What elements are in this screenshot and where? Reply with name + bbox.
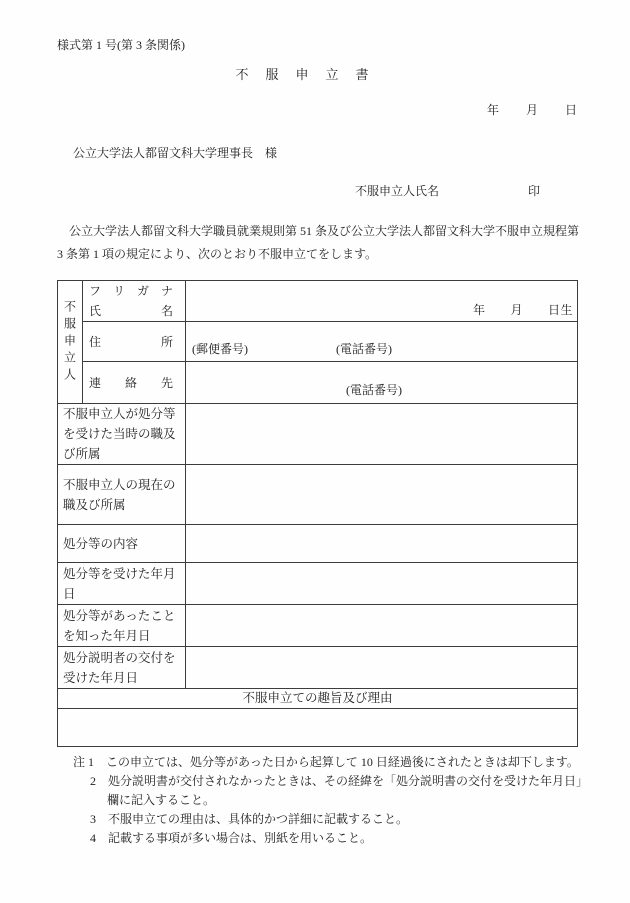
intro-line-2: 3 条第 1 項の規定により、次のとおり不服申立てをします。: [57, 246, 378, 261]
form-number: 様式第 1 号(第 3 条関係): [57, 38, 185, 52]
disposition-date-value-cell: [186, 563, 578, 605]
name-label: 氏 名: [89, 304, 174, 318]
note-2-continued: 欄に記入すること。: [107, 793, 216, 807]
notes-section: [0, 753, 630, 848]
name-value-cell: [186, 281, 578, 322]
contact-phone-label: (電話番号): [346, 383, 402, 397]
date-line: 年 月 日: [486, 103, 578, 117]
note-3: 3 不服申立ての理由は、具体的かつ詳細に記載すること。: [90, 812, 409, 826]
contact-label: 連 絡 先: [83, 362, 186, 404]
furigana-name-label-cell: [83, 281, 186, 322]
address-label: 住 所: [83, 322, 186, 362]
note-2: 2 処分説明書が交付されなかったときは、その経緯を「処分説明書の交付を受けた年月日」: [90, 774, 589, 788]
birth-date-suffix: 年 月 日生: [472, 303, 573, 317]
disposition-date-label: 処分等を受けた年月日: [58, 563, 186, 605]
applicant-group-label: 不服申立人: [58, 281, 83, 404]
current-position-label: 不服申立人の現在の職及び所属: [58, 465, 186, 525]
contact-value-cell: [186, 362, 578, 404]
current-position-value-cell: [186, 465, 578, 525]
position-at-disposition-value-cell: [186, 404, 578, 465]
intro-line-1: 公立大学法人都留文科大学職員就業規則第 51 条及び公立大学法人都留文科大学不服申立規程第: [57, 224, 580, 238]
reason-section-header: 不服申立ての趣旨及び理由: [58, 689, 578, 709]
addressee-line: 公立大学法人都留文科大学理事長 様: [73, 146, 278, 160]
known-date-label: 処分等があったことを知った年月日: [58, 605, 186, 647]
page-title: 不 服 申 立 書: [235, 67, 371, 82]
address-phone-label: (電話番号): [336, 342, 392, 356]
statement-delivery-date-label: 処分説明者の交付を受けた年月日: [58, 647, 186, 689]
appeal-form-table: [57, 280, 578, 747]
position-at-disposition-label: 不服申立人が処分等を受けた当時の職及び所属: [58, 404, 186, 465]
statement-delivery-date-value-cell: [186, 647, 578, 689]
disposition-content-value-cell: [186, 525, 578, 563]
appellant-name-label: 不服申立人氏名: [355, 184, 440, 198]
known-date-value-cell: [186, 605, 578, 647]
furigana-label: フ リ ガ ナ: [89, 284, 174, 298]
intro-paragraph: [57, 220, 579, 265]
reason-value-cell: [58, 709, 578, 747]
postal-code-label: (郵便番号): [192, 342, 248, 356]
address-value-cell: [186, 322, 578, 362]
note-1: 注 1 この申立ては、処分等があった日から起算して 10 日経過後にされたときは却下します。: [73, 755, 579, 769]
disposition-content-label: 処分等の内容: [58, 525, 186, 563]
seal-mark: 印: [528, 184, 541, 198]
note-4: 4 記載する事項が多い場合は、別紙を用いること。: [90, 831, 373, 845]
